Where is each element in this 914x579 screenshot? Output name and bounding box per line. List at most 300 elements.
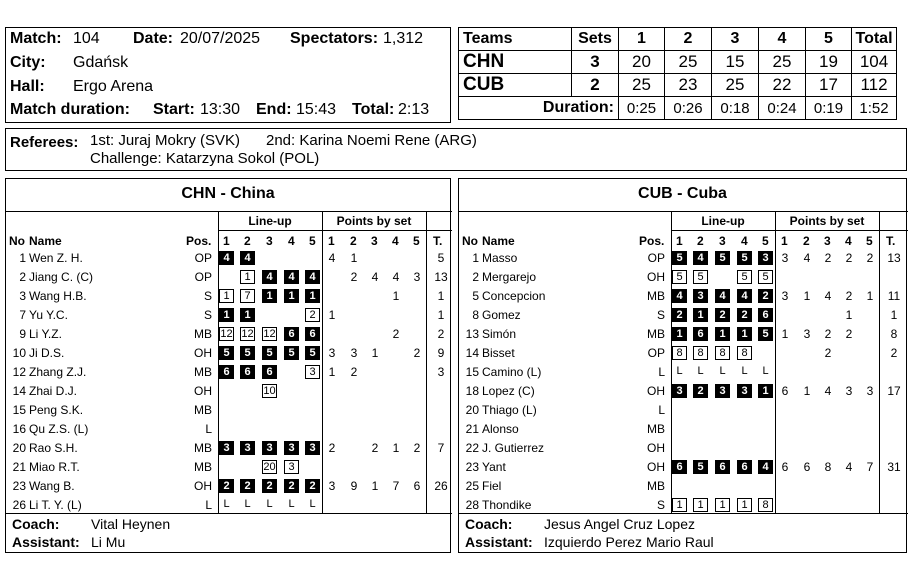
set-score: 25 bbox=[759, 51, 806, 74]
lineup-cell: 1 bbox=[219, 308, 234, 322]
divider bbox=[6, 211, 452, 212]
set-score: 17 bbox=[806, 74, 852, 97]
lineup-cell: 1 bbox=[693, 498, 708, 512]
set-points: 6 bbox=[781, 384, 789, 398]
set-points: 2 bbox=[413, 346, 421, 360]
lineup-cell: 5 bbox=[305, 346, 320, 360]
set-duration: 0:26 bbox=[665, 97, 712, 120]
set-points: 1 bbox=[328, 308, 336, 322]
lineup-cell: 6 bbox=[240, 365, 255, 379]
sets-row-chn bbox=[459, 51, 897, 74]
player-name: Gomez bbox=[482, 308, 521, 322]
header-set-1: 1 bbox=[619, 28, 665, 51]
set-score: 22 bbox=[759, 74, 806, 97]
lineup-cell: 4 bbox=[758, 460, 773, 474]
set-points: 1 bbox=[803, 384, 811, 398]
lineup-cell: L bbox=[223, 498, 230, 510]
player-name: Fiel bbox=[482, 479, 502, 493]
lineup-set-header: 3 bbox=[266, 234, 273, 248]
set-points: 1 bbox=[781, 327, 789, 341]
player-total-points: 13 bbox=[887, 251, 901, 265]
lineup-cell: 3 bbox=[737, 384, 752, 398]
divider bbox=[218, 230, 452, 231]
lineup-cell: L bbox=[741, 365, 748, 377]
city-value: Gdańsk bbox=[73, 54, 129, 71]
set-points: 2 bbox=[845, 289, 853, 303]
assistant-name: Izquierdo Perez Mario Raul bbox=[544, 534, 714, 550]
set-points: 8 bbox=[824, 460, 832, 474]
lineup-cell: 6 bbox=[737, 460, 752, 474]
set-points: 3 bbox=[413, 270, 421, 284]
spectators-count: 1,312 bbox=[383, 30, 424, 47]
lineup-cell: 5 bbox=[737, 251, 752, 265]
lineup-cell: 4 bbox=[219, 251, 234, 265]
lineup-cell: 2 bbox=[262, 479, 277, 493]
player-name: Zhai D.J. bbox=[29, 384, 78, 398]
player-total-points: 9 bbox=[437, 346, 445, 360]
player-name: Wen Z. H. bbox=[29, 251, 83, 265]
player-position: OP bbox=[194, 270, 212, 284]
player-position: MB bbox=[647, 327, 665, 341]
set-points: 9 bbox=[350, 479, 358, 493]
lineup-cell: 2 bbox=[284, 479, 299, 493]
set-points: 2 bbox=[824, 346, 832, 360]
player-number: 5 bbox=[472, 289, 479, 303]
player-position: OH bbox=[647, 441, 665, 455]
player-name: J. Gutierrez bbox=[482, 441, 545, 455]
player-number: 18 bbox=[465, 384, 479, 398]
player-row bbox=[6, 287, 450, 306]
sets-won: 2 bbox=[572, 74, 619, 97]
player-position: L bbox=[205, 422, 212, 436]
player-position: S bbox=[203, 308, 212, 322]
set-points: 1 bbox=[866, 289, 874, 303]
lineup-cell: 1 bbox=[693, 308, 708, 322]
player-number: 2 bbox=[19, 270, 26, 284]
player-position: OP bbox=[647, 346, 665, 360]
total-header: T. bbox=[886, 234, 896, 248]
player-position: S bbox=[656, 498, 665, 512]
set-points: 4 bbox=[824, 384, 832, 398]
set-score: 25 bbox=[665, 51, 712, 74]
lineup-cell: 5 bbox=[672, 251, 687, 265]
player-position: S bbox=[656, 308, 665, 322]
set-points: 7 bbox=[392, 479, 400, 493]
player-number: 23 bbox=[465, 460, 479, 474]
player-name: Qu Z.S. (L) bbox=[29, 422, 89, 436]
player-name: Jiang C. (C) bbox=[29, 270, 94, 284]
header-set-2: 2 bbox=[665, 28, 712, 51]
player-number: 8 bbox=[472, 308, 479, 322]
player-total-points: 17 bbox=[887, 384, 901, 398]
player-name: Thondike bbox=[482, 498, 532, 512]
points-set-header: 3 bbox=[371, 234, 378, 248]
lineup-set-header: 4 bbox=[741, 234, 748, 248]
header-set-4: 4 bbox=[759, 28, 806, 51]
header-total: Total bbox=[852, 28, 897, 51]
set-points: 3 bbox=[781, 289, 789, 303]
lineup-cell: L bbox=[762, 365, 769, 377]
set-points: 1 bbox=[392, 289, 400, 303]
lineup-cell: 5 bbox=[284, 346, 299, 360]
player-name: Ji D.S. bbox=[29, 346, 65, 360]
player-position: MB bbox=[647, 422, 665, 436]
total-duration: 2:13 bbox=[398, 101, 430, 118]
player-name: Peng S.K. bbox=[29, 403, 84, 417]
player-number: 14 bbox=[465, 346, 479, 360]
lineup-set-header: 1 bbox=[676, 234, 683, 248]
coach-name: Vital Heynen bbox=[91, 516, 171, 532]
lineup-cell: 3 bbox=[262, 441, 277, 455]
player-row bbox=[6, 306, 450, 325]
divider bbox=[671, 230, 908, 231]
divider bbox=[459, 211, 908, 212]
points-set-header: 2 bbox=[803, 234, 810, 248]
lineup-cell: 6 bbox=[219, 365, 234, 379]
player-number: 20 bbox=[12, 441, 26, 455]
player-row bbox=[459, 401, 906, 420]
player-row bbox=[459, 420, 906, 439]
player-total-points: 1 bbox=[437, 289, 445, 303]
lineup-cell: 1 bbox=[262, 289, 277, 303]
player-row bbox=[459, 344, 906, 363]
set-points: 2 bbox=[866, 251, 874, 265]
points-set-header: 4 bbox=[845, 234, 852, 248]
player-name: Masso bbox=[482, 251, 518, 265]
set-score: 15 bbox=[712, 51, 759, 74]
lineup-cell: 4 bbox=[737, 289, 752, 303]
lineup-cell: 3 bbox=[240, 441, 255, 455]
player-name: Wang B. bbox=[29, 479, 75, 493]
player-row bbox=[6, 249, 450, 268]
lineup-cell: 4 bbox=[715, 289, 730, 303]
referee-second: 2nd: Karina Noemi Rene (ARG) bbox=[266, 132, 477, 149]
lineup-cell: L bbox=[288, 498, 295, 510]
lineup-cell: 4 bbox=[672, 289, 687, 303]
player-row bbox=[459, 363, 906, 382]
player-number: 20 bbox=[465, 403, 479, 417]
player-row bbox=[459, 287, 906, 306]
player-name: Yu Y.C. bbox=[29, 308, 68, 322]
player-row bbox=[6, 458, 450, 477]
player-total-points: 8 bbox=[890, 327, 898, 341]
set-points: 6 bbox=[803, 460, 811, 474]
player-number: 26 bbox=[12, 498, 26, 512]
match-number: 104 bbox=[73, 30, 100, 47]
start-time: 13:30 bbox=[200, 101, 241, 118]
player-total-points: 1 bbox=[890, 308, 898, 322]
total-points: 104 bbox=[852, 51, 897, 74]
set-points: 1 bbox=[371, 346, 379, 360]
lineup-cell: 5 bbox=[758, 327, 773, 341]
lineup-cell: 8 bbox=[693, 346, 708, 360]
player-number: 25 bbox=[465, 479, 479, 493]
lineup-cell: 1 bbox=[737, 327, 752, 341]
set-points: 6 bbox=[781, 460, 789, 474]
player-position: OH bbox=[647, 460, 665, 474]
lineup-cell: 6 bbox=[672, 460, 687, 474]
lineup-cell: 1 bbox=[305, 289, 320, 303]
player-name: Li Y.Z. bbox=[29, 327, 62, 341]
lineup-cell: 2 bbox=[305, 308, 320, 322]
player-row bbox=[459, 496, 906, 515]
set-score: 20 bbox=[619, 51, 665, 74]
sets-score-table bbox=[458, 27, 897, 120]
points-set-header: 1 bbox=[328, 234, 335, 248]
set-points: 3 bbox=[328, 346, 336, 360]
player-row bbox=[6, 420, 450, 439]
player-position: MB bbox=[647, 479, 665, 493]
lineup-cell: 1 bbox=[219, 289, 234, 303]
player-position: OH bbox=[194, 346, 212, 360]
lineup-cell: L bbox=[719, 365, 726, 377]
lineup-cell: 2 bbox=[305, 479, 320, 493]
set-points: 2 bbox=[350, 365, 358, 379]
lineup-cell: 1 bbox=[672, 327, 687, 341]
player-number: 10 bbox=[12, 346, 26, 360]
player-number: 7 bbox=[19, 308, 26, 322]
coach-name: Jesus Angel Cruz Lopez bbox=[544, 516, 695, 532]
player-number: 15 bbox=[12, 403, 26, 417]
challenge-referee: Challenge: Katarzyna Sokol (POL) bbox=[90, 150, 320, 167]
lineup-cell: 5 bbox=[672, 270, 687, 284]
lineup-cell: 3 bbox=[284, 441, 299, 455]
player-number: 28 bbox=[465, 498, 479, 512]
player-name: Mergarejo bbox=[482, 270, 537, 284]
player-row bbox=[6, 363, 450, 382]
pos-header: Pos. bbox=[639, 234, 665, 248]
assistant-label: Assistant: bbox=[12, 534, 80, 550]
hall-label: Hall: bbox=[10, 78, 45, 95]
set-points: 4 bbox=[392, 270, 400, 284]
set-points: 4 bbox=[328, 251, 336, 265]
lineup-cell: 3 bbox=[672, 384, 687, 398]
referee-first: 1st: Juraj Mokry (SVK) bbox=[90, 132, 241, 149]
set-points: 2 bbox=[328, 441, 336, 455]
player-total-points: 2 bbox=[890, 346, 898, 360]
lineup-cell: 6 bbox=[284, 327, 299, 341]
player-position: OP bbox=[647, 251, 665, 265]
player-row bbox=[459, 325, 906, 344]
lineup-cell: 2 bbox=[672, 308, 687, 322]
player-name: Concepcion bbox=[482, 289, 546, 303]
player-name: Lopez (C) bbox=[482, 384, 535, 398]
player-position: MB bbox=[194, 460, 212, 474]
player-number: 12 bbox=[12, 365, 26, 379]
set-points: 3 bbox=[803, 327, 811, 341]
spectators-label: Spectators: bbox=[290, 30, 379, 47]
player-name: Li T. Y. (L) bbox=[29, 498, 82, 512]
header-set-3: 3 bbox=[712, 28, 759, 51]
set-points: 2 bbox=[824, 327, 832, 341]
lineup-cell: 8 bbox=[758, 498, 773, 512]
points-set-header: 5 bbox=[413, 234, 420, 248]
player-number: 2 bbox=[472, 270, 479, 284]
lineup-cell: 6 bbox=[262, 365, 277, 379]
city-label: City: bbox=[10, 54, 46, 71]
set-points: 2 bbox=[845, 251, 853, 265]
lineup-cell: 5 bbox=[693, 270, 708, 284]
header-set-5: 5 bbox=[806, 28, 852, 51]
set-points: 1 bbox=[392, 441, 400, 455]
player-name: Wang H.B. bbox=[29, 289, 87, 303]
player-position: OH bbox=[194, 479, 212, 493]
lineup-cell: 1 bbox=[715, 498, 730, 512]
player-position: MB bbox=[647, 289, 665, 303]
player-name: Thiago (L) bbox=[482, 403, 537, 417]
total-header: T. bbox=[433, 234, 443, 248]
team-code: CHN bbox=[459, 51, 572, 74]
no-header: No bbox=[9, 234, 25, 248]
set-points: 2 bbox=[392, 327, 400, 341]
set-points: 4 bbox=[824, 289, 832, 303]
lineup-cell: 4 bbox=[262, 270, 277, 284]
player-row bbox=[6, 325, 450, 344]
player-name: Rao S.H. bbox=[29, 441, 78, 455]
team-panel-chn bbox=[5, 178, 451, 553]
set-points: 3 bbox=[328, 479, 336, 493]
player-number: 16 bbox=[12, 422, 26, 436]
lineup-cell: 3 bbox=[219, 441, 234, 455]
player-row bbox=[6, 401, 450, 420]
set-points: 4 bbox=[845, 460, 853, 474]
lineup-cell: 20 bbox=[263, 461, 276, 473]
player-row bbox=[459, 439, 906, 458]
set-points: 6 bbox=[413, 479, 421, 493]
lineup-cell: 2 bbox=[715, 308, 730, 322]
set-score: 25 bbox=[619, 74, 665, 97]
lineup-cell: 8 bbox=[672, 346, 687, 360]
lineup-cell: 6 bbox=[758, 308, 773, 322]
player-total-points: 1 bbox=[437, 308, 445, 322]
lineup-cell: 5 bbox=[240, 346, 255, 360]
player-total-points: 2 bbox=[437, 327, 445, 341]
player-row bbox=[6, 268, 450, 287]
date-label: Date: bbox=[133, 30, 174, 47]
lineup-cell: 5 bbox=[219, 346, 234, 360]
player-number: 22 bbox=[465, 441, 479, 455]
lineup-cell: 12 bbox=[220, 328, 233, 340]
player-position: MB bbox=[194, 365, 212, 379]
set-score: 25 bbox=[712, 74, 759, 97]
player-total-points: 31 bbox=[887, 460, 901, 474]
lineup-set-header: 3 bbox=[719, 234, 726, 248]
lineup-cell: 8 bbox=[715, 346, 730, 360]
player-total-points: 11 bbox=[887, 289, 901, 303]
set-points: 4 bbox=[803, 251, 811, 265]
set-points: 1 bbox=[350, 251, 358, 265]
lineup-set-header: 5 bbox=[309, 234, 316, 248]
set-duration: 0:18 bbox=[712, 97, 759, 120]
player-name: Miao R.T. bbox=[29, 460, 80, 474]
sets-won: 3 bbox=[572, 51, 619, 74]
lineup-cell: 6 bbox=[305, 327, 320, 341]
player-row bbox=[6, 496, 450, 515]
lineup-cell: 6 bbox=[693, 327, 708, 341]
set-points: 2 bbox=[845, 327, 853, 341]
lineup-cell: 4 bbox=[305, 270, 320, 284]
team-title: CHN - China bbox=[181, 185, 275, 202]
player-number: 9 bbox=[19, 327, 26, 341]
lineup-cell: L bbox=[676, 365, 683, 377]
player-number: 13 bbox=[465, 327, 479, 341]
lineup-cell: 4 bbox=[240, 251, 255, 265]
hall-value: Ergo Arena bbox=[73, 78, 154, 95]
lineup-set-header: 4 bbox=[288, 234, 295, 248]
no-header: No bbox=[462, 234, 478, 248]
player-position: MB bbox=[194, 441, 212, 455]
set-points: 2 bbox=[413, 441, 421, 455]
lineup-header: Line-up bbox=[248, 214, 292, 228]
lineup-cell: 1 bbox=[737, 498, 752, 512]
player-position: OP bbox=[194, 251, 212, 265]
name-header: Name bbox=[29, 234, 62, 248]
lineup-cell: 3 bbox=[693, 289, 708, 303]
set-points: 2 bbox=[824, 251, 832, 265]
lineup-cell: L bbox=[244, 498, 251, 510]
player-row bbox=[459, 458, 906, 477]
points-set-header: 4 bbox=[392, 234, 399, 248]
lineup-cell: 7 bbox=[240, 289, 255, 303]
lineup-cell: 6 bbox=[715, 460, 730, 474]
player-position: OH bbox=[647, 384, 665, 398]
player-number: 23 bbox=[12, 479, 26, 493]
lineup-cell: 3 bbox=[284, 460, 299, 474]
player-number: 14 bbox=[12, 384, 26, 398]
player-position: OH bbox=[194, 384, 212, 398]
player-number: 15 bbox=[465, 365, 479, 379]
lineup-cell: 12 bbox=[263, 328, 276, 340]
player-total-points: 13 bbox=[434, 270, 448, 284]
set-points: 2 bbox=[371, 441, 379, 455]
player-row bbox=[459, 268, 906, 287]
end-label: End: bbox=[256, 101, 292, 118]
player-row bbox=[459, 249, 906, 268]
lineup-cell: L bbox=[309, 498, 316, 510]
lineup-cell: 12 bbox=[241, 328, 254, 340]
player-row bbox=[6, 344, 450, 363]
end-time: 15:43 bbox=[296, 101, 337, 118]
lineup-cell: 2 bbox=[737, 308, 752, 322]
pos-header: Pos. bbox=[186, 234, 212, 248]
lineup-cell: 1 bbox=[240, 270, 255, 284]
set-points: 1 bbox=[371, 479, 379, 493]
player-row bbox=[459, 306, 906, 325]
total-label: Total: bbox=[352, 101, 395, 118]
coach-label: Coach: bbox=[465, 516, 513, 532]
lineup-cell: 2 bbox=[693, 384, 708, 398]
lineup-cell: 2 bbox=[219, 479, 234, 493]
duration-label: Match duration: bbox=[10, 101, 130, 118]
points-header: Points by set bbox=[336, 214, 412, 228]
points-set-header: 1 bbox=[781, 234, 788, 248]
lineup-cell: 8 bbox=[737, 346, 752, 360]
lineup-cell: 5 bbox=[715, 251, 730, 265]
player-total-points: 7 bbox=[437, 441, 445, 455]
set-points: 1 bbox=[803, 289, 811, 303]
player-position: S bbox=[203, 289, 212, 303]
lineup-cell: 2 bbox=[240, 479, 255, 493]
lineup-cell: 1 bbox=[715, 327, 730, 341]
lineup-cell: 4 bbox=[284, 270, 299, 284]
player-total-points: 26 bbox=[434, 479, 448, 493]
player-number: 3 bbox=[19, 289, 26, 303]
set-points: 2 bbox=[350, 270, 358, 284]
assistant-name: Li Mu bbox=[91, 534, 126, 550]
player-number: 21 bbox=[12, 460, 26, 474]
player-row bbox=[6, 477, 450, 496]
player-row bbox=[6, 382, 450, 401]
